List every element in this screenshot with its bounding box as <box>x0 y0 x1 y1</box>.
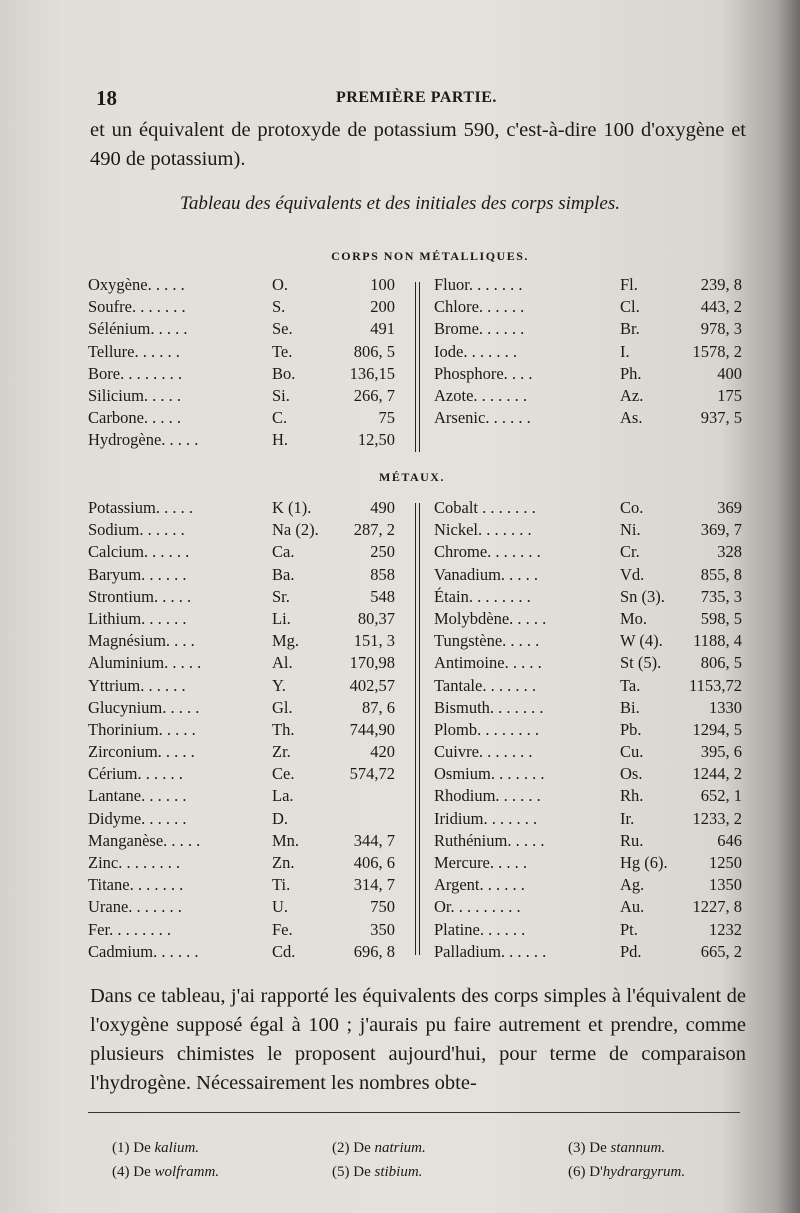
element-symbol: Pb. <box>620 719 642 739</box>
footnote: (1) De kalium. <box>112 1140 200 1156</box>
element-symbol: W (4). <box>620 631 663 651</box>
element-symbol: Zr. <box>272 742 291 762</box>
element-equivalent: 735, 3 <box>700 586 742 606</box>
element-equivalent: 87, 6 <box>362 697 395 717</box>
element-equivalent: 369, 7 <box>700 520 742 540</box>
element-equivalent: 350 <box>370 919 395 939</box>
element-name: Argent. . . . . . <box>434 875 525 895</box>
element-equivalent: 170,98 <box>349 653 395 673</box>
element-name: Silicium. . . . . <box>88 385 182 405</box>
element-symbol: Mn. <box>272 830 300 850</box>
element-name: Fer. . . . . . . . <box>88 919 171 939</box>
element-name: Cobalt . . . . . . . <box>434 498 536 517</box>
element-symbol: D. <box>272 808 289 828</box>
element-equivalent: 855, 8 <box>700 564 742 584</box>
element-symbol: As. <box>620 408 643 428</box>
element-name: Magnésium. . . . <box>88 631 195 651</box>
element-name: Zirconium. . . . . <box>88 742 195 762</box>
element-symbol: Ph. <box>620 363 642 383</box>
element-symbol: La. <box>272 786 294 806</box>
non-metals-header: CORPS NON MÉTALLIQUES. <box>331 249 529 263</box>
element-name: Tellure. . . . . . <box>88 341 180 361</box>
element-name: Fluor. . . . . . . <box>434 275 523 294</box>
element-equivalent: 80,37 <box>357 608 395 628</box>
element-equivalent: 806, 5 <box>700 653 742 673</box>
element-symbol: Zn. <box>272 853 295 872</box>
element-name: Potassium. . . . . <box>88 498 193 517</box>
element-equivalent: 250 <box>370 542 395 562</box>
footnote: (2) De natrium. <box>332 1140 426 1156</box>
element-name: Tungstène. . . . . <box>434 631 540 651</box>
element-equivalent: 266, 7 <box>353 385 395 405</box>
element-equivalent: 750 <box>370 897 395 917</box>
element-name: Antimoine. . . . . <box>434 653 542 673</box>
running-title: PREMIÈRE PARTIE. <box>336 89 497 106</box>
element-name: Chrome. . . . . . . <box>434 542 541 562</box>
element-name: Tantale. . . . . . . <box>434 675 536 695</box>
element-name: Sodium. . . . . . <box>88 520 185 540</box>
element-symbol: Bi. <box>620 697 640 717</box>
element-equivalent: 598, 5 <box>700 608 742 628</box>
element-symbol: Co. <box>620 498 644 517</box>
element-equivalent: 1294, 5 <box>692 719 742 739</box>
element-name: Soufre. . . . . . . <box>88 297 186 317</box>
element-name: Bore. . . . . . . . <box>88 363 182 383</box>
element-symbol: Cd. <box>272 941 296 961</box>
element-symbol: Sn (3). <box>620 586 665 606</box>
element-name: Titane. . . . . . . <box>88 875 184 895</box>
element-symbol: Vd. <box>620 564 645 584</box>
footnote-rule <box>88 1112 740 1113</box>
element-symbol: Cu. <box>620 742 644 762</box>
element-equivalent: 369 <box>717 498 742 517</box>
element-name: Azote. . . . . . . <box>434 385 528 405</box>
element-symbol: Az. <box>620 385 644 405</box>
element-name: Zinc. . . . . . . . <box>88 853 181 872</box>
element-name: Phosphore. . . . <box>434 363 533 383</box>
element-equivalent: 1244, 2 <box>692 764 742 784</box>
element-symbol: Li. <box>272 608 291 628</box>
element-equivalent: 646 <box>717 830 742 850</box>
footnote: (3) De stannum. <box>568 1140 666 1156</box>
element-name: Lantane. . . . . . <box>88 786 187 806</box>
element-equivalent: 402,57 <box>349 675 395 695</box>
element-equivalent: 696, 8 <box>353 941 395 961</box>
element-equivalent: 978, 3 <box>700 319 742 339</box>
element-name: Thorinium. . . . . <box>88 719 196 739</box>
element-name: Brome. . . . . . <box>434 319 525 339</box>
element-equivalent: 1330 <box>709 697 742 717</box>
element-symbol: Fl. <box>620 275 638 294</box>
element-symbol: H. <box>272 430 289 450</box>
element-equivalent: 1227, 8 <box>692 897 742 917</box>
element-symbol: Ru. <box>620 830 644 850</box>
element-symbol: Au. <box>620 897 645 917</box>
element-name: Urane. . . . . . . <box>88 897 182 917</box>
element-name: Ruthénium. . . . . <box>434 830 545 850</box>
element-name: Chlore. . . . . . <box>434 297 525 317</box>
footnote: (4) De wolframm. <box>112 1164 220 1180</box>
page-header <box>96 86 746 112</box>
footnote: (5) De stibium. <box>332 1164 423 1180</box>
element-symbol: Hg (6). <box>620 853 668 872</box>
element-name: Carbone. . . . . <box>88 408 182 428</box>
element-symbol: Ir. <box>620 808 635 828</box>
element-equivalent: 1578, 2 <box>692 341 742 361</box>
element-equivalent: 858 <box>370 564 395 584</box>
element-name: Mercure. . . . . <box>434 853 528 872</box>
element-symbol: Ti. <box>272 875 291 895</box>
element-symbol: Th. <box>272 719 295 739</box>
column-divider <box>415 503 420 955</box>
element-equivalent: 314, 7 <box>353 875 395 895</box>
element-equivalent: 1153,72 <box>688 675 742 695</box>
element-equivalent: 652, 1 <box>700 786 742 806</box>
element-equivalent: 287, 2 <box>353 520 395 540</box>
element-equivalent: 548 <box>370 586 395 606</box>
element-name: Hydrogène. . . . . <box>88 430 199 450</box>
element-equivalent: 75 <box>378 408 395 428</box>
element-equivalent: 1232 <box>709 919 742 939</box>
element-equivalent: 239, 8 <box>700 275 742 294</box>
page-number: 18 <box>96 86 117 110</box>
element-name: Iridium. . . . . . . <box>434 808 538 828</box>
element-symbol: Ce. <box>272 764 295 784</box>
element-symbol: Ba. <box>272 564 295 584</box>
element-name: Plomb. . . . . . . . <box>434 719 539 739</box>
element-equivalent: 490 <box>370 498 395 517</box>
element-symbol: Al. <box>272 653 293 673</box>
element-equivalent: 12,50 <box>357 430 395 450</box>
element-symbol: Se. <box>272 319 293 339</box>
element-name: Baryum. . . . . . <box>88 564 187 584</box>
element-symbol: Mg. <box>272 631 300 651</box>
element-symbol: Cr. <box>620 542 640 562</box>
element-name: Iode. . . . . . . <box>434 341 517 361</box>
element-equivalent: 491 <box>370 319 395 339</box>
element-name: Cuivre. . . . . . . <box>434 742 533 762</box>
element-equivalent: 420 <box>370 742 395 762</box>
element-symbol: Cl. <box>620 297 640 317</box>
element-symbol: Ni. <box>620 520 641 540</box>
element-equivalent: 136,15 <box>349 363 395 383</box>
footnote: (6) D'hydrargyrum. <box>568 1164 686 1180</box>
element-symbol: U. <box>272 897 289 917</box>
element-symbol: Ag. <box>620 875 645 895</box>
element-symbol: Te. <box>272 341 293 361</box>
element-symbol: S. <box>272 297 286 317</box>
element-equivalent: 406, 6 <box>353 853 395 872</box>
element-name: Didyme. . . . . . <box>88 808 187 828</box>
metals-header: MÉTAUX. <box>379 470 445 484</box>
element-equivalent: 344, 7 <box>353 830 395 850</box>
element-equivalent: 1250 <box>709 853 742 872</box>
element-symbol: Br. <box>620 319 640 339</box>
element-symbol: Fe. <box>272 919 293 939</box>
element-equivalent: 937, 5 <box>700 408 742 428</box>
element-symbol: Na (2). <box>272 520 319 540</box>
element-equivalent: 806, 5 <box>353 341 395 361</box>
element-symbol: Si. <box>272 385 290 405</box>
element-symbol: Gl. <box>272 697 293 717</box>
element-equivalent: 1233, 2 <box>692 808 742 828</box>
element-name: Platine. . . . . . <box>434 919 526 939</box>
element-name: Palladium. . . . . . <box>434 941 547 961</box>
element-equivalent: 744,90 <box>349 719 395 739</box>
element-equivalent: 151, 3 <box>353 631 395 651</box>
element-name: Arsenic. . . . . . <box>434 408 531 428</box>
element-symbol: O. <box>272 275 289 294</box>
element-name: Nickel. . . . . . . <box>434 520 532 540</box>
element-name: Or. . . . . . . . . <box>434 897 521 917</box>
element-symbol: Ta. <box>620 675 641 695</box>
table-title: Tableau des équivalents et des initiales des corps simples. <box>180 193 620 214</box>
element-equivalent: 328 <box>717 542 742 562</box>
element-equivalent: 100 <box>370 275 395 294</box>
element-name: Strontium. . . . . <box>88 586 192 606</box>
intro-paragraph: et un équivalent de protoxyde de potassium 590, c'est-à-dire 100 d'oxygène et 490 de potassium). <box>90 119 746 170</box>
element-name: Rhodium. . . . . . <box>434 786 541 806</box>
element-equivalent: 175 <box>717 385 742 405</box>
element-equivalent: 200 <box>370 297 395 317</box>
element-name: Cérium. . . . . . <box>88 764 183 784</box>
element-name: Vanadium. . . . . <box>434 564 539 584</box>
element-symbol: St (5). <box>620 653 662 673</box>
column-divider <box>415 282 420 452</box>
element-symbol: Y. <box>272 675 286 695</box>
element-equivalent: 665, 2 <box>700 941 742 961</box>
element-symbol: Mo. <box>620 608 648 628</box>
element-symbol: Os. <box>620 764 643 784</box>
element-symbol: K (1). <box>272 498 312 517</box>
element-equivalent: 443, 2 <box>700 297 742 317</box>
element-symbol: Pd. <box>620 941 642 961</box>
element-name: Glucynium. . . . . <box>88 697 200 717</box>
element-name: Sélénium. . . . . <box>88 319 188 339</box>
element-equivalent: 1188, 4 <box>693 631 742 651</box>
element-name: Oxygène. . . . . <box>88 275 185 294</box>
element-name: Molybdène. . . . . <box>434 608 547 628</box>
element-name: Bismuth. . . . . . . <box>434 697 544 717</box>
element-symbol: I. <box>620 341 630 361</box>
element-name: Lithium. . . . . . <box>88 608 187 628</box>
element-name: Calcium. . . . . . <box>88 542 190 562</box>
element-symbol: Rh. <box>620 786 644 806</box>
element-name: Yttrium. . . . . . <box>88 675 186 695</box>
element-symbol: C. <box>272 408 288 428</box>
element-name: Osmium. . . . . . . <box>434 764 545 784</box>
element-equivalent: 395, 6 <box>700 742 742 762</box>
element-symbol: Bo. <box>272 363 296 383</box>
element-symbol: Pt. <box>620 919 638 939</box>
element-name: Manganèse. . . . . <box>88 830 201 850</box>
element-symbol: Sr. <box>272 586 290 606</box>
element-equivalent: 1350 <box>709 875 742 895</box>
element-equivalent: 400 <box>717 363 742 383</box>
element-name: Aluminium. . . . . <box>88 653 202 673</box>
element-name: Cadmium. . . . . . <box>88 941 199 961</box>
element-equivalent: 574,72 <box>349 764 395 784</box>
closing-paragraph: Dans ce tableau, j'ai rapporté les équivalents des corps simples à l'équivalent de l'oxygène supposé égal à 100 ; j'aurais pu faire autrement et prendre, comme plusieurs chimistes le proposent aujourd'hui, pour terme de comparaison l'hydrogène. Nécessairement les nombres obte- <box>90 985 746 1094</box>
element-name: Étain. . . . . . . . <box>434 586 531 606</box>
element-symbol: Ca. <box>272 542 295 562</box>
